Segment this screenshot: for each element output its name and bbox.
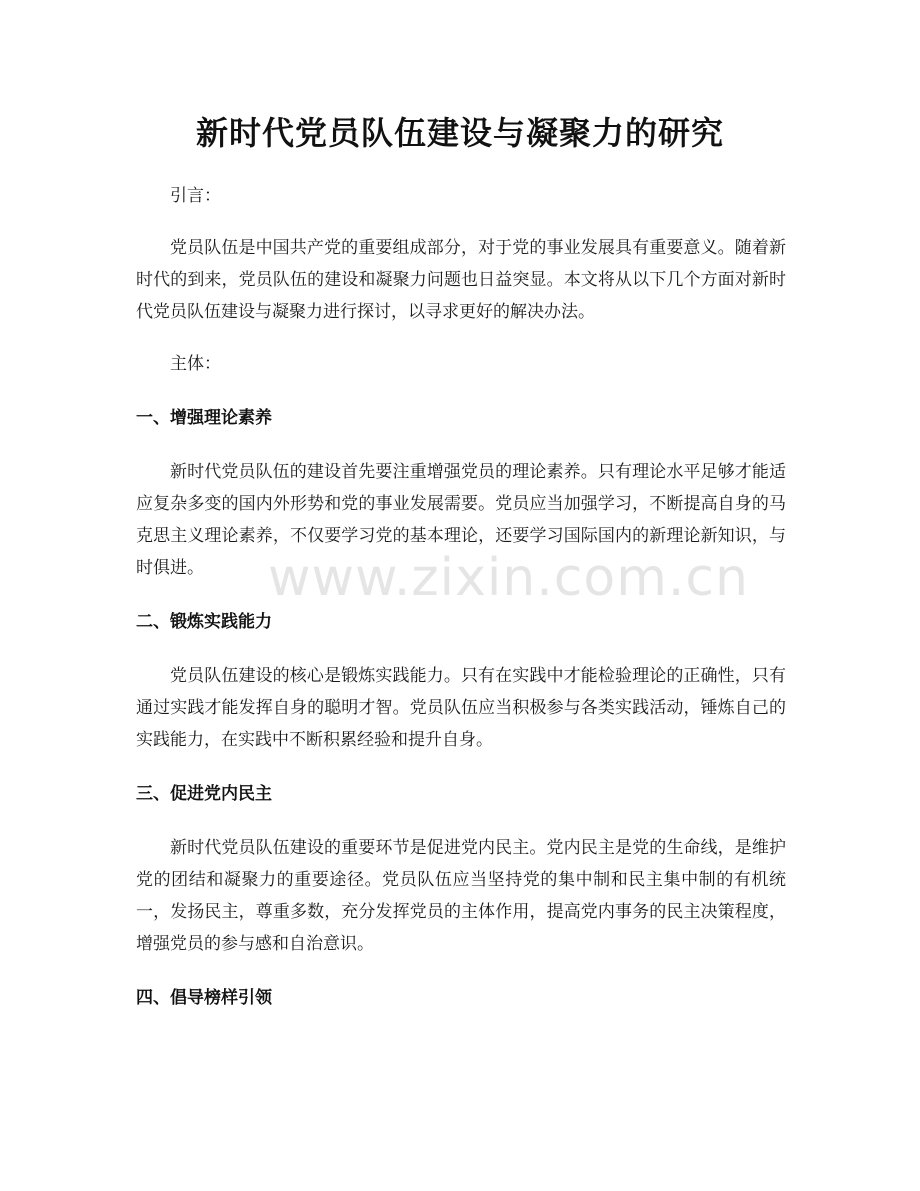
- section-heading-4: 四、倡导榜样引领: [136, 988, 272, 1008]
- section-paragraph-3: 新时代党员队伍建设的重要环节是促进党内民主。党内民主是党的生命线，是维护党的团结和凝聚力的重要途径。党员队伍应当坚持党的集中制和民主集中制的有机统一，发扬民主，尊重多数，充分发挥党员的主体作用，提高党内事务的民主决策程度，增强党员的参与感和自治意识。: [136, 838, 786, 954]
- document-content: [136, 180, 786, 1014]
- section-heading-2: 二、锻炼实践能力: [136, 612, 272, 632]
- section-paragraph-1: 新时代党员队伍的建设首先要注重增强党员的理论素养。只有理论水平足够才能适应复杂多变的国内外形势和党的事业发展需要。党员应当加强学习，不断提高自身的马克思主义理论素养，不仅要学习党的基本理论，还要学习国际国内的新理论新知识，与时俱进。: [136, 462, 786, 578]
- document-title: 新时代党员队伍建设与凝聚力的研究: [195, 114, 724, 152]
- section-heading-1: 一、增强理论素养: [136, 408, 272, 428]
- intro-label: 引言：: [170, 186, 221, 206]
- section-heading-3: 三、促进党内民主: [136, 784, 272, 804]
- section-paragraph-2: 党员队伍建设的核心是锻炼实践能力。只有在实践中才能检验理论的正确性，只有通过实践才能发挥自身的聪明才智。党员队伍应当积极参与各类实践活动，锤炼自己的实践能力，在实践中不断积累经验和提升自身。: [136, 666, 786, 750]
- watermark: www.zixin.com.cn: [268, 548, 749, 608]
- body-label: 主体：: [170, 354, 221, 374]
- intro-paragraph: 党员队伍是中国共产党的重要组成部分，对于党的事业发展具有重要意义。随着新时代的到来，党员队伍的建设和凝聚力问题也日益突显。本文将从以下几个方面对新时代党员队伍建设与凝聚力进行探讨，以寻求更好的解决办法。: [136, 238, 786, 322]
